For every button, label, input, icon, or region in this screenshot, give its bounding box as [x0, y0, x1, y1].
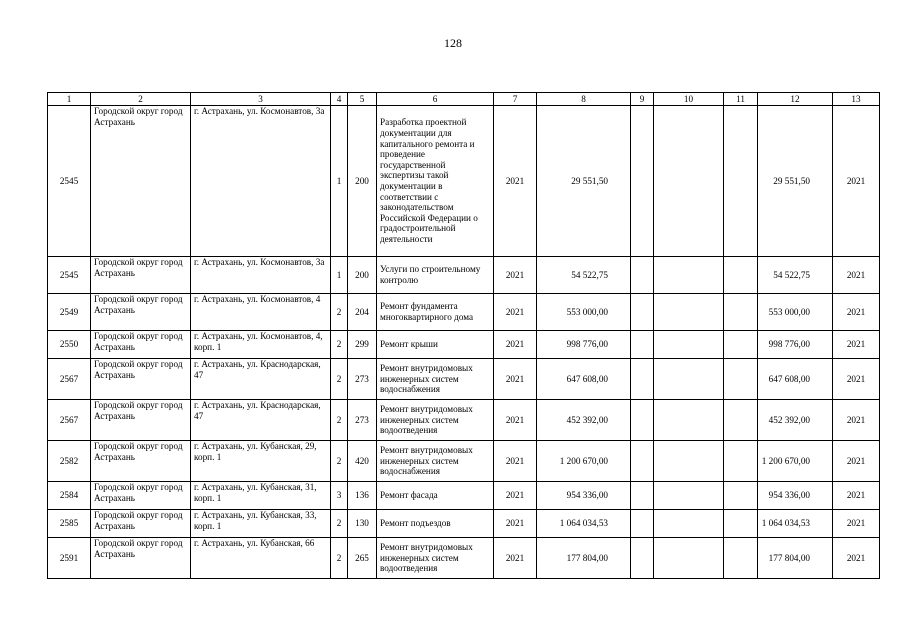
table-row	[48, 510, 880, 538]
column-header-12: 12	[758, 93, 833, 106]
col9-cell	[631, 510, 654, 538]
address-cell: г. Астрахань, ул. Кубанская, 29, корп. 1	[191, 441, 331, 482]
year-cell: 2021	[494, 294, 537, 331]
work-type-cell: Ремонт внутридомовых инженерных систем водоотведения	[377, 538, 494, 579]
column-header-11: 11	[724, 93, 758, 106]
col9-cell	[631, 482, 654, 510]
table-row	[48, 400, 880, 441]
work-type-cell: Ремонт фасада	[377, 482, 494, 510]
col4-cell: 1	[331, 106, 348, 257]
row-number: 2584	[48, 482, 91, 510]
col5-cell: 200	[348, 106, 377, 257]
column-header-7: 7	[494, 93, 537, 106]
year-cell: 2021	[494, 400, 537, 441]
col4-cell: 2	[331, 331, 348, 359]
col4-cell: 2	[331, 359, 348, 400]
address-cell: г. Астрахань, ул. Краснодарская, 47	[191, 359, 331, 400]
row-number: 2549	[48, 294, 91, 331]
municipality-cell: Городской округ город Астрахань	[91, 400, 191, 441]
total-cost-cell: 54 522,75	[758, 257, 833, 294]
row-number: 2585	[48, 510, 91, 538]
end-year-cell: 2021	[833, 257, 880, 294]
end-year-cell: 2021	[833, 510, 880, 538]
address-cell: г. Астрахань, ул. Космонавтов, 3а	[191, 257, 331, 294]
column-header-9: 9	[631, 93, 654, 106]
col10-cell	[654, 106, 724, 257]
address-cell: г. Астрахань, ул. Кубанская, 33, корп. 1	[191, 510, 331, 538]
cost-cell: 998 776,00	[537, 331, 631, 359]
header-row	[48, 93, 880, 106]
table-row	[48, 331, 880, 359]
total-cost-cell: 647 608,00	[758, 359, 833, 400]
year-cell: 2021	[494, 510, 537, 538]
table-row	[48, 359, 880, 400]
col10-cell	[654, 359, 724, 400]
cost-cell: 177 804,00	[537, 538, 631, 579]
cost-cell: 1 064 034,53	[537, 510, 631, 538]
cost-cell: 29 551,50	[537, 106, 631, 257]
col10-cell	[654, 510, 724, 538]
total-cost-cell: 1 064 034,53	[758, 510, 833, 538]
column-header-6: 6	[377, 93, 494, 106]
cost-cell: 954 336,00	[537, 482, 631, 510]
cost-cell: 1 200 670,00	[537, 441, 631, 482]
col11-cell	[724, 257, 758, 294]
table-body	[48, 106, 880, 579]
municipality-cell: Городской округ город Астрахань	[91, 106, 191, 257]
table-row	[48, 294, 880, 331]
end-year-cell: 2021	[833, 294, 880, 331]
col10-cell	[654, 400, 724, 441]
col9-cell	[631, 106, 654, 257]
column-header-1: 1	[48, 93, 91, 106]
total-cost-cell: 1 200 670,00	[758, 441, 833, 482]
col4-cell: 2	[331, 400, 348, 441]
col11-cell	[724, 106, 758, 257]
column-header-3: 3	[191, 93, 331, 106]
col5-cell: 130	[348, 510, 377, 538]
table-row	[48, 441, 880, 482]
col5-cell: 299	[348, 331, 377, 359]
total-cost-cell: 553 000,00	[758, 294, 833, 331]
col9-cell	[631, 538, 654, 579]
column-header-10: 10	[654, 93, 724, 106]
col5-cell: 204	[348, 294, 377, 331]
municipality-cell: Городской округ город Астрахань	[91, 257, 191, 294]
end-year-cell: 2021	[833, 482, 880, 510]
col10-cell	[654, 482, 724, 510]
work-type-cell: Ремонт внутридомовых инженерных систем водоснабжения	[377, 359, 494, 400]
col11-cell	[724, 441, 758, 482]
table-row	[48, 106, 880, 257]
row-number: 2567	[48, 359, 91, 400]
col5-cell: 136	[348, 482, 377, 510]
municipality-cell: Городской округ город Астрахань	[91, 482, 191, 510]
col11-cell	[724, 538, 758, 579]
work-type-cell: Ремонт внутридомовых инженерных систем водоснабжения	[377, 441, 494, 482]
col9-cell	[631, 359, 654, 400]
year-cell: 2021	[494, 538, 537, 579]
col5-cell: 420	[348, 441, 377, 482]
row-number: 2550	[48, 331, 91, 359]
address-cell: г. Астрахань, ул. Кубанская, 31, корп. 1	[191, 482, 331, 510]
row-number: 2545	[48, 257, 91, 294]
col11-cell	[724, 331, 758, 359]
col5-cell: 273	[348, 400, 377, 441]
work-type-cell: Ремонт подъездов	[377, 510, 494, 538]
row-number: 2567	[48, 400, 91, 441]
municipality-cell: Городской округ город Астрахань	[91, 294, 191, 331]
table-row	[48, 538, 880, 579]
col11-cell	[724, 359, 758, 400]
row-number: 2582	[48, 441, 91, 482]
total-cost-cell: 998 776,00	[758, 331, 833, 359]
col11-cell	[724, 400, 758, 441]
address-cell: г. Астрахань, ул. Космонавтов, 4	[191, 294, 331, 331]
address-cell: г. Астрахань, ул. Космонавтов, 3а	[191, 106, 331, 257]
year-cell: 2021	[494, 106, 537, 257]
year-cell: 2021	[494, 331, 537, 359]
col9-cell	[631, 294, 654, 331]
col10-cell	[654, 441, 724, 482]
col9-cell	[631, 331, 654, 359]
end-year-cell: 2021	[833, 331, 880, 359]
row-number: 2591	[48, 538, 91, 579]
address-cell: г. Астрахань, ул. Космонавтов, 4, корп. 1	[191, 331, 331, 359]
work-type-cell: Услуги по строительному контролю	[377, 257, 494, 294]
total-cost-cell: 954 336,00	[758, 482, 833, 510]
col4-cell: 2	[331, 441, 348, 482]
col10-cell	[654, 538, 724, 579]
total-cost-cell: 177 804,00	[758, 538, 833, 579]
address-cell: г. Астрахань, ул. Кубанская, 66	[191, 538, 331, 579]
end-year-cell: 2021	[833, 106, 880, 257]
end-year-cell: 2021	[833, 441, 880, 482]
cost-cell: 54 522,75	[537, 257, 631, 294]
municipality-cell: Городской округ город Астрахань	[91, 441, 191, 482]
work-type-cell: Ремонт внутридомовых инженерных систем водоотведения	[377, 400, 494, 441]
col9-cell	[631, 257, 654, 294]
col4-cell: 3	[331, 482, 348, 510]
column-header-2: 2	[91, 93, 191, 106]
col4-cell: 1	[331, 257, 348, 294]
year-cell: 2021	[494, 359, 537, 400]
page-number: 128	[444, 36, 462, 50]
column-header-13: 13	[833, 93, 880, 106]
col10-cell	[654, 257, 724, 294]
col5-cell: 265	[348, 538, 377, 579]
end-year-cell: 2021	[833, 400, 880, 441]
col4-cell: 2	[331, 510, 348, 538]
cost-cell: 647 608,00	[537, 359, 631, 400]
municipality-cell: Городской округ город Астрахань	[91, 510, 191, 538]
work-type-cell: Разработка проектной документации для капитального ремонта и проведение государственной экспертизы такой документации в соответствии с законодательством Российской Федерации о градостроительной деятельности	[377, 106, 494, 257]
capital-repair-table	[47, 92, 880, 579]
end-year-cell: 2021	[833, 538, 880, 579]
col11-cell	[724, 510, 758, 538]
cost-cell: 452 392,00	[537, 400, 631, 441]
col4-cell: 2	[331, 294, 348, 331]
table-row	[48, 257, 880, 294]
year-cell: 2021	[494, 257, 537, 294]
row-number: 2545	[48, 106, 91, 257]
year-cell: 2021	[494, 441, 537, 482]
column-header-5: 5	[348, 93, 377, 106]
total-cost-cell: 29 551,50	[758, 106, 833, 257]
col5-cell: 200	[348, 257, 377, 294]
col11-cell	[724, 482, 758, 510]
col10-cell	[654, 331, 724, 359]
col4-cell: 2	[331, 538, 348, 579]
column-header-8: 8	[537, 93, 631, 106]
col9-cell	[631, 400, 654, 441]
municipality-cell: Городской округ город Астрахань	[91, 359, 191, 400]
column-header-4: 4	[331, 93, 348, 106]
col5-cell: 273	[348, 359, 377, 400]
col10-cell	[654, 294, 724, 331]
cost-cell: 553 000,00	[537, 294, 631, 331]
work-type-cell: Ремонт фундамента многоквартирного дома	[377, 294, 494, 331]
municipality-cell: Городской округ город Астрахань	[91, 538, 191, 579]
col11-cell	[724, 294, 758, 331]
address-cell: г. Астрахань, ул. Краснодарская, 47	[191, 400, 331, 441]
total-cost-cell: 452 392,00	[758, 400, 833, 441]
col9-cell	[631, 441, 654, 482]
municipality-cell: Городской округ город Астрахань	[91, 331, 191, 359]
table-row	[48, 482, 880, 510]
work-type-cell: Ремонт крыши	[377, 331, 494, 359]
end-year-cell: 2021	[833, 359, 880, 400]
year-cell: 2021	[494, 482, 537, 510]
